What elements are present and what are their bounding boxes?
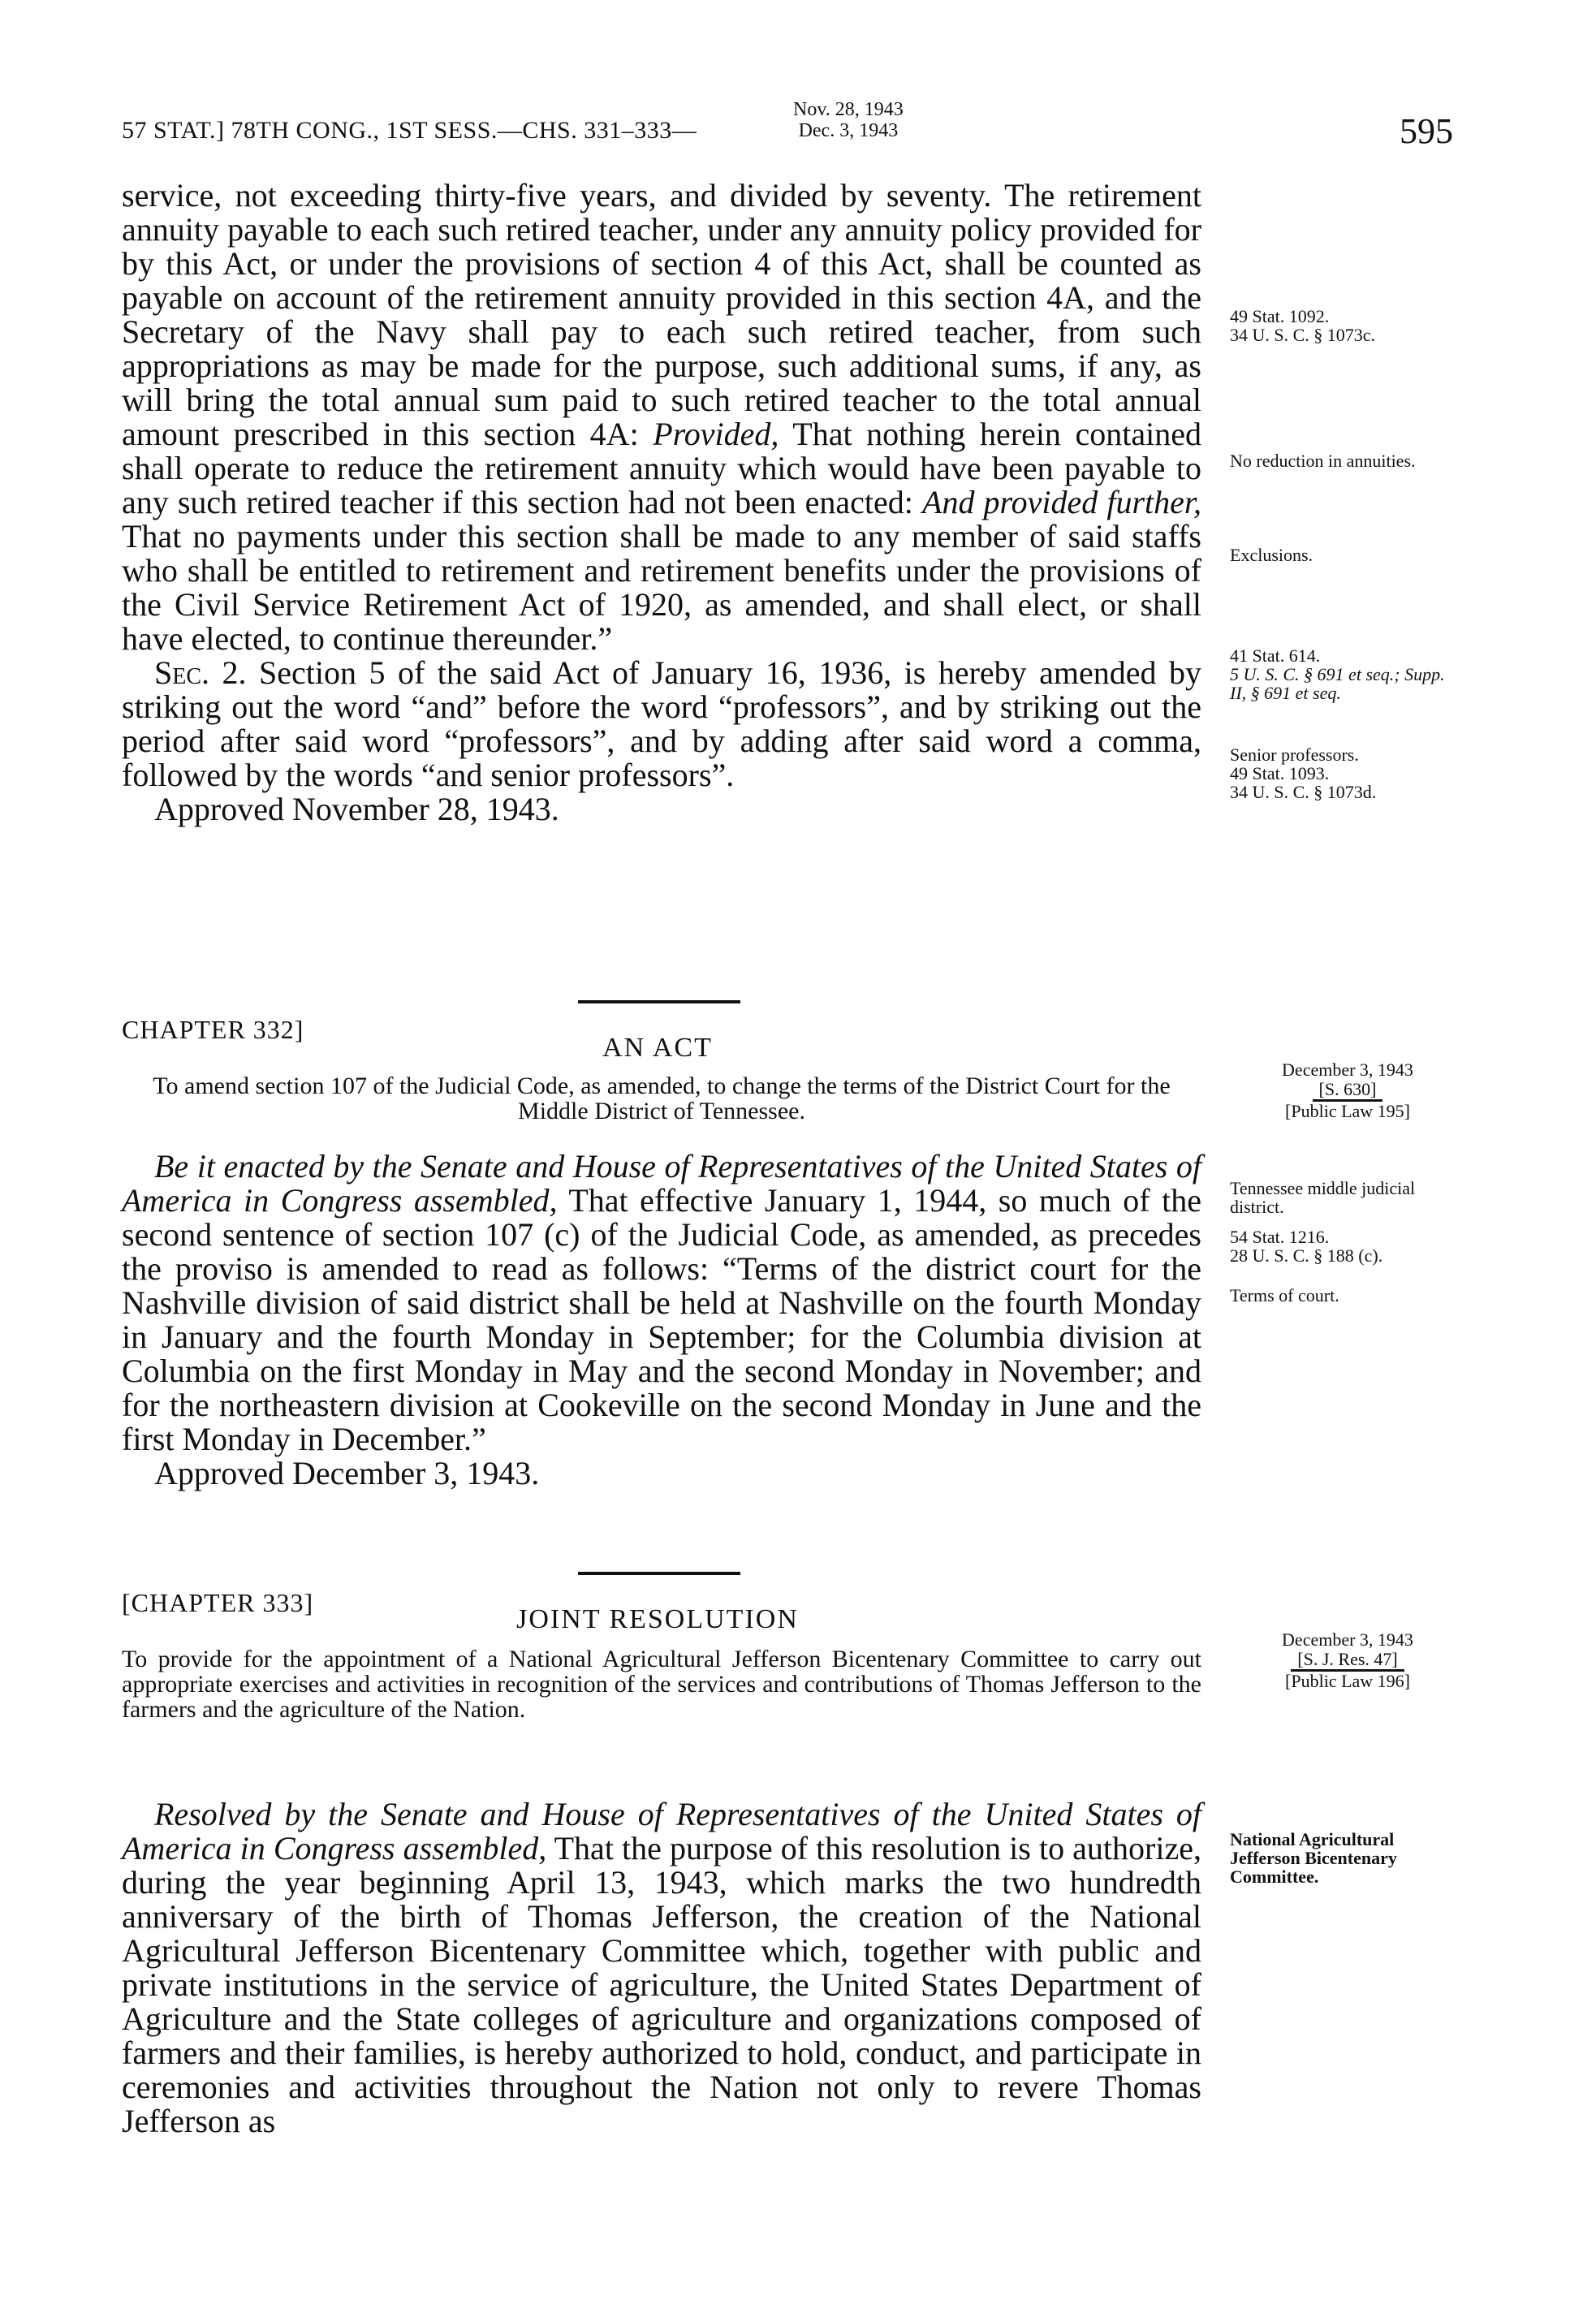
margin-note-citation-2: 41 Stat. 614. 5 U. S. C. § 691 et seq.; Supp. II, § 691 et seq.	[1230, 645, 1445, 703]
chapter-332-bill: [S. 630]	[1313, 1080, 1383, 1102]
chapter-333-summary: To provide for the appointment of a National Agricultural Jefferson Bicentenary Committee to carry out appropriate exercises and activities in recognition of the services and contributions of Thomas Jefferson to the farmers and the agriculture of the Nation.	[122, 1646, 1201, 1723]
section-2-paragraph: Sec. 2. Section 5 of the said Act of January 16, 1936, is hereby amended by striking out the word “and” before the word “professors”, and by striking out the period after said word “professors”, and by adding after said word a comma, followed by the words “and senior professors”.	[122, 654, 1202, 793]
margin-note-senior-professors: Senior professors. 49 Stat. 1093. 34 U. S. C. § 1073d.	[1230, 744, 1377, 802]
chapter-333-public-law: [Public Law 196]	[1285, 1671, 1410, 1691]
chapter-333-label: [CHAPTER 333]	[122, 1588, 314, 1617]
page-number: 595	[1400, 111, 1453, 151]
approved-line-1: Approved November 28, 1943.	[154, 791, 559, 827]
chapter-332-label: CHAPTER 332]	[122, 1015, 304, 1044]
approved-line-2: Approved December 3, 1943.	[154, 1455, 540, 1491]
running-head: 57 STAT.] 78TH CONG., 1ST SESS.—CHS. 331–333—	[122, 117, 697, 144]
margin-note-tennessee: Tennessee middle judicial district.	[1230, 1178, 1416, 1217]
chapter-divider-rule	[578, 1000, 740, 1003]
margin-note-committee: National Agricultural Jefferson Bicentenary Committee.	[1230, 1829, 1397, 1887]
chapter-333-date-block	[1226, 1630, 1469, 1691]
resolving-clause: Resolved by the Senate and House of Representatives of the United States of America in Congress assembled,	[122, 1796, 1201, 1866]
chapter-333-title: JOINT RESOLUTION	[516, 1604, 799, 1634]
chapter-332-title: AN ACT	[602, 1033, 713, 1063]
chapter-333-bill: [S. J. Res. 47]	[1291, 1650, 1404, 1672]
chapter-divider-rule-2	[578, 1572, 740, 1575]
header-date-bottom: Dec. 3, 1943	[798, 120, 899, 141]
chapter-332-date: December 3, 1943	[1282, 1059, 1413, 1080]
chapter-332-public-law: [Public Law 195]	[1285, 1101, 1410, 1121]
margin-note-terms-of-court: Terms of court.	[1230, 1285, 1339, 1305]
section-continuation	[122, 179, 1201, 826]
margin-note-no-reduction: No reduction in annuities.	[1230, 451, 1416, 471]
header-dates	[793, 99, 904, 141]
chapter-332-body	[122, 1150, 1201, 1491]
chapter-332-summary: To amend section 107 of the Judicial Code, as amended, to change the terms of the District Court for the Middle District of Tennessee.	[153, 1072, 1171, 1124]
margin-note-citation-1: 49 Stat. 1092. 34 U. S. C. § 1073c.	[1230, 306, 1376, 345]
chapter-333-text: Resolved by the Senate and House of Representatives of the United States of America in Congress assembled, That the purpose of this resolution is to authorize, during the year beginning April 13, 1943, which marks the two hundredth anniversary of the birth of Thomas Jefferson, the creation of the National Agricultural Jefferson Bicentenary Committee which, together with public and private institutions in the service of agriculture, the United States Department of Agriculture and the State colleges of agriculture and organizations composed of farmers and their families, is hereby authorized to hold, conduct, and participate in ceremonies and activities throughout the Nation not only to revere Thomas Jefferson as	[122, 1796, 1201, 2139]
margin-note-exclusions: Exclusions.	[1230, 545, 1313, 565]
margin-note-citation-3: 54 Stat. 1216. 28 U. S. C. § 188 (c).	[1230, 1227, 1383, 1266]
retirement-paragraph: service, not exceeding thirty-five years, and divided by seventy. The retirement annuity payable to each such retired teacher, under any annuity policy provided for by this Act, or under the provisions of section 4 of this Act, shall be counted as payable on account of the retirement annuity provided in this section 4A, and the Secretary of the Navy shall pay to each such retired teacher, from such appropriations as may be made for the purpose, such additional sums, if any, as will bring the total annual sum paid to such retired teacher to the total annual amount prescribed in this section 4A: Provided, That nothing herein contained shall operate to reduce the retirement annuity which would have been payable to any such retired teacher if this section had not been enacted: And provided further, That no payments under this section shall be made to any member of said staffs who shall be entitled to retirement and retirement benefits under the provisions of the Civil Service Retirement Act of 1920, as amended, and shall elect, or shall have elected, to continue thereunder.”	[122, 177, 1202, 657]
page-header	[122, 99, 1469, 156]
chapter-333-body	[122, 1797, 1201, 2138]
chapter-332-text: Be it enacted by the Senate and House of Representatives of the United States of America in Congress assembled, That effective January 1, 1944, so much of the second sentence of section 107 (c) of the Judicial Code, as amended, as precedes the proviso is amended to read as follows: “Terms of the district court for the Nashville division of said district shall be held at Nashville on the fourth Monday in January and the fourth Monday in September; for the Columbia division at Columbia on the first Monday in May and the second Monday in November; and for the northeastern division at Cookeville on the second Monday in June and the first Monday in December.”	[122, 1148, 1201, 1457]
enacting-clause: Be it enacted by the Senate and House of Representatives of the United States of America in Congress assembled,	[122, 1148, 1201, 1219]
header-date-top: Nov. 28, 1943	[793, 99, 904, 120]
chapter-332-date-block	[1226, 1060, 1469, 1121]
chapter-333-date: December 3, 1943	[1282, 1629, 1413, 1650]
section-2-label: Sec. 2.	[154, 654, 247, 691]
